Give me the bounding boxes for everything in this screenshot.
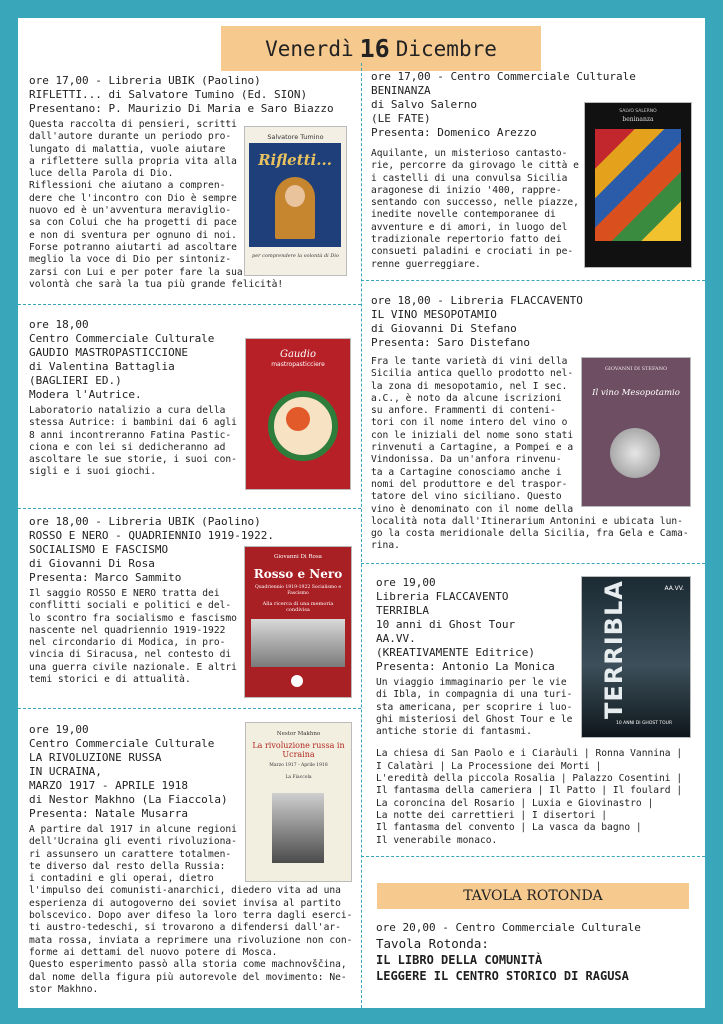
event-description: Questa raccolta di pensieri, scritti dall'autore durante un periodo pro- lungato di malattia, vuole aiutare a riflettere sulla propria vita alla luce della Parola di Dio. Riflessioni che aiutano a compren- dere che l'incontro con Dio è sempre nuovo ed è un'avventura meraviglio- sa con Colui che ha progetti di pace e non di sventura per ognuno di noi. Forse potranno aiutarti ad ascoltare meglio la voce di Dio per sintoniz- zarsi con Lui e per poter fare la sua volontà che sarà la tua più grande felicità! xyxy=(29,119,284,290)
ghost-tour-story-list: La chiesa di San Paolo e i Ciaràuli | Ronna Vannina | I Calatàri | La Processione dei Morti | L'eredità della piccola Rosalia | Palazzo Cosentini | Il fantasma della cameriera | Il Patto | Il foulard | La coroncina del Rosario | Luxia e Giovinastro | La notte dei carrettieri | I disertori | Il fantasma del convento | La vasca da bagno | Il venerabile monaco. xyxy=(376,748,683,846)
book-cover-rifletti: Salvatore Tumino Rifletti... per comprendere la volontà di Dio xyxy=(244,126,347,276)
section-divider xyxy=(361,280,705,281)
event-description: Laboratorio natalizio a cura della stessa Autrice: i bambini dai 6 agli 8 anni incontreranno Fatina Pastic- ciona e con lei si dedicheranno ad ascoltare le sue storie, i suoi con- sigli e i suoi giochi. xyxy=(29,405,237,478)
section-divider xyxy=(18,508,361,509)
event-time: ore 20,00 - Centro Commerciale Culturale xyxy=(376,921,641,934)
header-month: Dicembre xyxy=(395,36,497,61)
event-title: IL LIBRO DELLA COMUNITÀ xyxy=(376,953,543,967)
event-time: ore 18,00 - Libreria UBIK (Paolino) xyxy=(29,515,261,528)
book-cover-rivoluzione-russa: Nestor Makhno La rivoluzione russa in Ucraina Marzo 1917 - Aprile 1918 La Fiaccola xyxy=(245,722,352,882)
event-tavola-rotonda: ore 20,00 - Centro Commerciale Culturale Tavola Rotonda: IL LIBRO DELLA COMUNITÀ LEGGERE IL CENTRO STORICO DI RAGUSA xyxy=(376,921,701,984)
event-time: ore 17,00 - Centro Commerciale Culturale xyxy=(371,70,636,83)
header-weekday: Venerdì xyxy=(265,36,354,61)
event-description: Un viaggio immaginario per le vie di Ibla, in compagnia di una turi- sta americana, per scoprire i luo- ghi misteriosi del Ghost Tour e le antiche storie di fantasmi. xyxy=(376,677,573,738)
section-divider xyxy=(18,708,361,709)
event-title: GAUDIO MASTROPASTICCIONE xyxy=(29,346,188,359)
event-description: Il saggio ROSSO E NERO tratta dei conflitti sociali e politici e del- lo scontro fra socialismo e fascismo nascente nel quadriennio 1919-1922 nel circondario di Modica, in pro- vincia di Siracusa, nel contesto di una guerra civile nazionale. E altri temi storici e di attualità. xyxy=(29,588,237,686)
event-title: RIFLETTI... di Salvatore Tumino (Ed. SION) xyxy=(29,88,308,101)
header-day: 16 xyxy=(359,34,390,63)
event-rivoluzione-russa: ore 19,00 Centro Commerciale Culturale LA RIVOLUZIONE RUSSA IN UCRAINA, MARZO 1917 - APRILE 1918 di Nestor Makhno (La Fiaccola) Presenta: Natale Musarra A partire dal 1917 in alcune regioni dell'Ucraina gli eventi rivoluziona- ri assunsero un carattere totalmen- te diverso dal resto della Russia: i contadini e gli operai, dietro l'impulso dei comunisti-anarchici, diedero vita ad una esperienza di autogoverno dei soviet invisa al partito bolscevico. Dopo aver difeso la loro terra dagli eserci- ti austro-tedeschi, si trovarono a difendersi dall'ar- mata rossa, inviata a reprimere una rivoluzione non con- forme ai dettami del nuovo potere di Mosca. Questo esperimento passò alla storia come machnovščina, dal nome della figura più autorevole del movimento: Ne- stor Makhno. xyxy=(29,723,359,996)
event-title: BENINANZA xyxy=(371,84,431,97)
event-presenters: Presentano: P. Maurizio Di Maria e Saro Biazzo xyxy=(29,102,334,115)
section-divider xyxy=(18,304,361,305)
book-cover-beninanza: SALVO SALERNO beninanza xyxy=(584,102,692,268)
event-time: ore 18,00 - Libreria FLACCAVENTO xyxy=(371,294,583,307)
book-cover-terribla: AA.VV. TERRIBLA 10 ANNI DI GHOST TOUR xyxy=(581,576,691,738)
page-header xyxy=(221,26,541,71)
event-title: IL VINO MESOPOTAMIO xyxy=(371,308,497,321)
event-time: ore 19,00 xyxy=(376,576,436,589)
book-cover-gaudio: Gaudio mastropasticciere xyxy=(245,338,351,490)
event-description: A partire dal 1917 in alcune regioni dell'Ucraina gli eventi rivoluziona- ri assunsero un carattere totalmen- te diverso dal resto della Russia: i contadini e gli operai, dietro l'impulso dei comunisti-anarchici, diedero vita ad una esperienza di autogoverno dei soviet invisa al partito bolscevico. Dopo aver difeso la loro terra dagli eserci- ti austro-tedeschi, si trovarono a difendersi dall'ar- mata rossa, inviata a reprimere una rivoluzione non con- forme ai dettami del nuovo potere di Mosca. Questo esperimento passò alla storia come machnovščina, dal nome della figura più autorevole del movimento: Ne- stor Makhno. xyxy=(29,824,353,995)
event-title: ROSSO E NERO - QUADRIENNIO 1919-1922. xyxy=(29,529,275,542)
event-vino-mesopotamio: ore 18,00 - Libreria FLACCAVENTO IL VINO MESOPOTAMIO di Giovanni Di Stefano Presenta: Saro Distefano Fra le tante varietà di vini della Sicilia antica quello prodotto nel- la zona di mesopotamio, nel I sec. a.C., è noto da alcune iscrizioni su anfore. Frammenti di conteni- tori con il nome intero del vino o con le iniziali del nome sono stati rinvenuti a Cartagine, a Pompei e a Vindonissa. Da un'anfora rinvenu- ta a Cartagine conosciamo anche i nomi del produttore e del traspor- tatore del vino siciliano. Questo vino è denominato con il nome della località nota dall'Itinerarium Antonini e ubicata lun- go la costa meridionale della Sicilia, fra Gela e Cama- rina. xyxy=(371,294,701,553)
page xyxy=(18,18,705,1008)
book-cover-rosso-e-nero: Giovanni Di Rosa Rosso e Nero Quadriennio 1919-1922 Socialismo e Fascismo Alla ricerca di una memoria condivisa xyxy=(244,546,352,698)
event-terribla: ore 19,00 Libreria FLACCAVENTO TERRIBLA 10 anni di Ghost Tour AA.VV. (KREATIVAMENTE Editrice) Presenta: Antonio La Monica Un viaggio immaginario per le vie di Ibla, in compagnia di una turi- sta americana, per scoprire i luo- ghi misteriosi del Ghost Tour e le antiche storie di fantasmi. La chiesa di San Paolo e i Ciaràuli | Ronna Vannina | I Calatàri | La Processione dei Morti | L'eredità della piccola Rosalia | Palazzo Cosentini | Il fantasma della cameriera | Il Patto | Il foulard | La coroncina del Rosario | Luxia e Giovinastro | La notte dei carrettieri | I disertori | Il fantasma del convento | La vasca da bagno | Il venerabile monaco. xyxy=(376,576,701,847)
section-divider xyxy=(361,563,705,564)
column-divider xyxy=(361,63,362,1008)
event-description: Aquilante, un misterioso cantasto- rie, percorre da girovago le città e i castelli di una convulsa Sicilia aragonese di inizio '400, rappre- sentando con successo, nelle piazze, inedite novelle contemporanee di avventure e di amori, in luogo del tradizionale repertorio fatto dei consueti paladini e crociati in pe- renne guerreggiare. xyxy=(371,148,579,270)
event-beninanza: ore 17,00 - Centro Commerciale Culturale BENINANZA di Salvo Salerno (LE FATE) Presenta: Domenico Arezzo Aquilante, un misterioso cantasto- rie, percorre da girovago le città e i castelli di una convulsa Sicilia aragonese di inizio '400, rappre- sentando con successo, nelle piazze, inedite novelle contemporanee di avventure e di amori, in luogo del tradizionale repertorio fatto dei consueti paladini e crociati in pe- renne guerreggiare. xyxy=(371,70,701,271)
book-cover-vino-mesopotamio: GIOVANNI DI STEFANO Il vino Mesopotamio xyxy=(581,357,691,507)
event-time: ore 18,00 xyxy=(29,318,89,331)
event-description: Fra le tante varietà di vini della Sicilia antica quello prodotto nel- la zona di mesopotamio, nel I sec. a.C., è noto da alcune iscrizioni su anfore. Frammenti di conteni- tori con il nome intero del vino o con le iniziali del nome sono stati rinvenuti a Cartagine, a Pompei e a Vindonissa. Da un'anfora rinvenu- ta a Cartagine conosciamo anche i nomi del produttore e del traspor- tatore del vino siciliano. Questo vino è denominato con il nome della località nota dall'Itinerarium Antonini e ubicata lun- go la costa meridionale della Sicilia, fra Gela e Cama- rina. xyxy=(371,356,689,552)
tavola-rotonda-heading: TAVOLA ROTONDA xyxy=(377,883,689,909)
event-gaudio: ore 18,00 Centro Commerciale Culturale GAUDIO MASTROPASTICCIONE di Valentina Battaglia (BAGLIERI ED.) Modera l'Autrice. Laboratorio natalizio a cura della stessa Autrice: i bambini dai 6 agli 8 anni incontreranno Fatina Pastic- ciona e con lei si dedicheranno ad ascoltare le sue storie, i suoi con- sigli e i suoi giochi. xyxy=(29,318,354,479)
event-time: ore 17,00 - Libreria UBIK (Paolino) xyxy=(29,74,261,87)
event-title: TERRIBLA xyxy=(376,604,429,617)
section-divider xyxy=(361,856,705,857)
event-rosso-e-nero: ore 18,00 - Libreria UBIK (Paolino) ROSSO E NERO - QUADRIENNIO 1919-1922. SOCIALISMO E FASCISMO di Giovanni Di Rosa Presenta: Marco Sammito Il saggio ROSSO E NERO tratta dei conflitti sociali e politici e del- lo scontro fra socialismo e fascismo nascente nel quadriennio 1919-1922 nel circondario di Modica, in pro- vincia di Siracusa, nel contesto di una guerra civile nazionale. E altri temi storici e di attualità. xyxy=(29,515,354,686)
event-time: ore 19,00 xyxy=(29,723,89,736)
event-title: LA RIVOLUZIONE RUSSA xyxy=(29,751,162,764)
